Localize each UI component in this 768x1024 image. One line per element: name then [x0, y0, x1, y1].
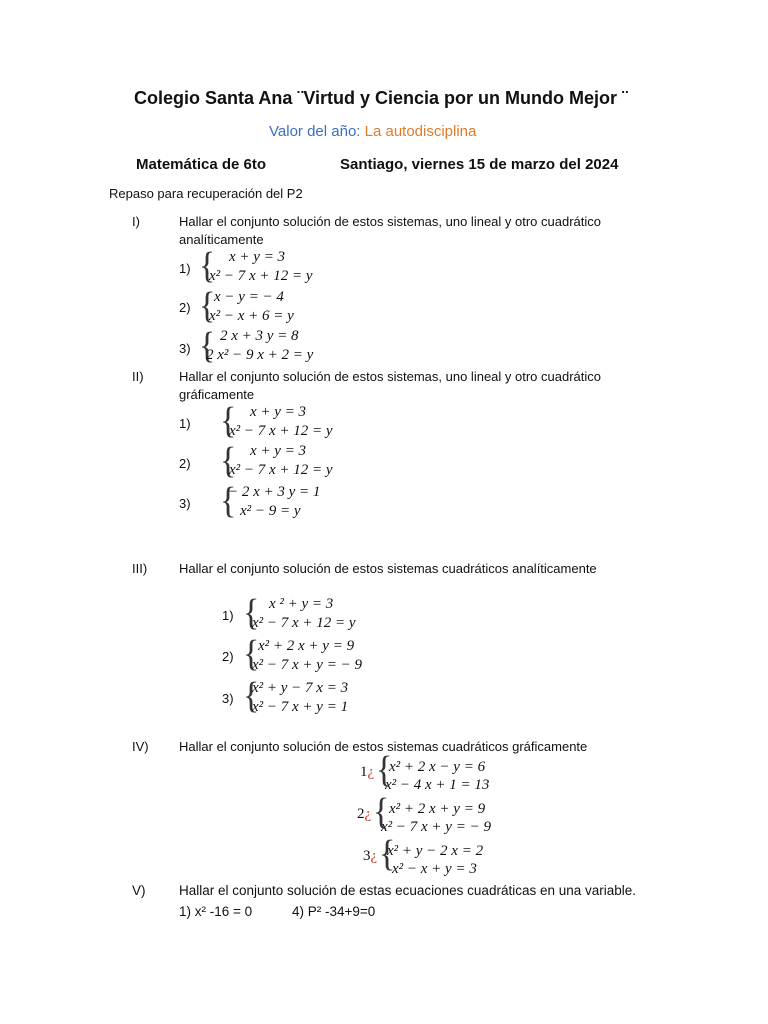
section-instruction: Hallar el conjunto solución de estos sistemas cuadráticos gráficamente [179, 739, 588, 754]
left-brace-icon: { [220, 440, 237, 482]
equation-1: x² + y − 2 x = 2 [387, 843, 484, 859]
left-brace-icon: { [379, 833, 396, 875]
section-instruction: Hallar el conjunto solución de estas ecuaciones cuadráticas en una variable. [179, 883, 637, 898]
equation-2: x² − 9 = y [240, 503, 301, 519]
equation-2: x² − x + y = 3 [392, 861, 477, 877]
item-label: 3) [222, 691, 234, 706]
item-mark: ¿ [370, 848, 378, 864]
section-number: II) [132, 369, 144, 384]
intro-text: Repaso para recuperación del P2 [109, 186, 303, 201]
year-value [269, 123, 476, 140]
item-number: 1 [360, 764, 368, 780]
subject-heading: Matemática de 6to [136, 156, 267, 173]
section-number: IV) [132, 739, 149, 754]
left-brace-icon: { [199, 245, 216, 287]
left-brace-icon: { [220, 400, 237, 442]
item-label: 3) [179, 496, 191, 511]
item-label: 1) [179, 261, 191, 276]
equation-2: x² − 7 x + y = 1 [252, 699, 349, 715]
item-number: 3 [363, 848, 371, 864]
equation-b: 4) P² -34+9=0 [292, 904, 376, 919]
equation-2: x² − 7 x + 12 = y [209, 268, 313, 284]
equation-1: x + y = 3 [229, 249, 286, 265]
school-title: Colegio Santa Ana ¨Virtud y Ciencia por un Mundo Mejor ¨ [134, 88, 629, 108]
item-number: 2 [357, 806, 365, 822]
year-value-text: La autodisciplina [364, 123, 477, 140]
equation-1: x + y = 3 [250, 404, 307, 420]
section-instruction: Hallar el conjunto solución de estos sistemas, uno lineal y otro cuadrático [179, 214, 602, 229]
equation-1: x + y = 3 [250, 443, 307, 459]
equation-1: x − y = − 4 [214, 289, 284, 305]
item-mark: ¿ [364, 806, 372, 822]
item-label [357, 806, 371, 823]
item-label: 2) [179, 300, 191, 315]
year-value-label: Valor del año: [269, 123, 361, 140]
section-instruction: Hallar el conjunto solución de estos sistemas cuadráticos analíticamente [179, 561, 597, 576]
item-label: 1) [222, 608, 234, 623]
equation-1: x² + 2 x − y = 6 [389, 759, 486, 775]
item-label: 2) [179, 456, 191, 471]
equation-1: x² + y − 7 x = 3 [252, 680, 349, 696]
equation-2: x² − x + 6 = y [209, 308, 294, 324]
item-label: 2) [222, 649, 234, 664]
equation-1: x² + 2 x + y = 9 [389, 801, 486, 817]
equation-1: − 2 x + 3 y = 1 [228, 484, 321, 500]
left-brace-icon: { [199, 285, 216, 327]
item-label [363, 848, 377, 865]
item-label [360, 764, 374, 781]
equation-1: x ² + y = 3 [269, 596, 334, 612]
section-number: I) [132, 214, 140, 229]
equation-2: x² − 7 x + 12 = y [229, 462, 333, 478]
left-brace-icon: { [243, 675, 260, 717]
equation-2: x² − 7 x + 12 = y [252, 615, 356, 631]
left-brace-icon: { [199, 325, 216, 367]
left-brace-icon: { [376, 749, 393, 791]
item-label: 1) [179, 416, 191, 431]
item-label: 3) [179, 341, 191, 356]
left-brace-icon: { [243, 633, 260, 675]
item-mark: ¿ [367, 764, 375, 780]
date-heading: Santiago, viernes 15 de marzo del 2024 [340, 156, 619, 173]
equation-1: 2 x + 3 y = 8 [220, 328, 299, 344]
equation-2: x² − 4 x + 1 = 13 [385, 777, 490, 793]
left-brace-icon: { [373, 791, 390, 833]
section-number: III) [132, 561, 148, 576]
equation-2: x² − 7 x + y = − 9 [252, 657, 362, 673]
equation-1: x² + 2 x + y = 9 [258, 638, 355, 654]
left-brace-icon: { [243, 592, 260, 634]
equation-a: 1) x² -16 = 0 [179, 904, 253, 919]
left-brace-icon: { [220, 480, 237, 522]
section-instruction-cont: analíticamente [179, 232, 264, 247]
equation-2: x² − 7 x + y = − 9 [381, 819, 491, 835]
section-number: V) [132, 883, 146, 898]
section-instruction: Hallar el conjunto solución de estos sistemas, uno lineal y otro cuadrático [179, 369, 602, 384]
equation-2: x² − 7 x + 12 = y [229, 423, 333, 439]
equation-2: 2 x² − 9 x + 2 = y [206, 347, 314, 363]
section-instruction-cont: gráficamente [179, 387, 255, 402]
